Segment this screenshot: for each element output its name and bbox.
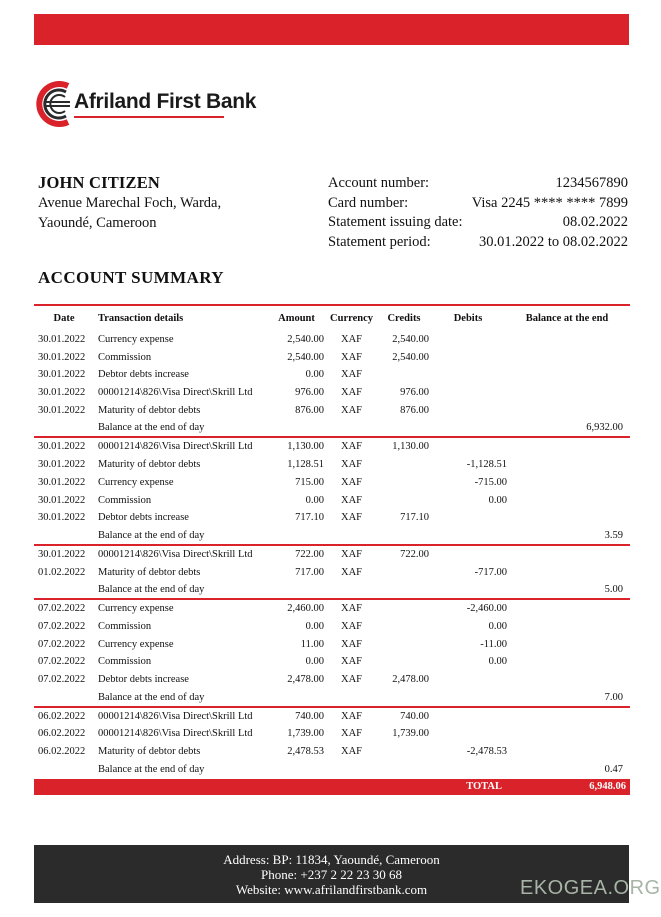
table-header bbox=[34, 306, 630, 331]
cell-amount: 876.00 bbox=[295, 404, 324, 416]
table-row bbox=[34, 653, 630, 671]
empty-cell bbox=[379, 761, 429, 778]
cell-currency: XAF bbox=[340, 351, 362, 363]
cell-currency: XAF bbox=[340, 603, 362, 615]
day-balance-row bbox=[34, 419, 630, 436]
cell-details: 00001214\826\Visa Direct\Skrill Ltd bbox=[98, 548, 253, 560]
table-row bbox=[34, 600, 630, 618]
cell-details: 00001214\826\Visa Direct\Skrill Ltd bbox=[98, 387, 253, 399]
cell-credits: 717.10 bbox=[400, 512, 429, 524]
issue-date-row bbox=[328, 213, 628, 233]
cell-date: 30.01.2022 bbox=[38, 334, 86, 345]
cell-amount: 0.00 bbox=[305, 369, 324, 381]
bank-logo bbox=[34, 80, 257, 128]
cell-balance bbox=[507, 349, 627, 367]
cell-date: 30.01.2022 bbox=[38, 441, 86, 453]
day-balance-row bbox=[34, 581, 630, 598]
statement-period-row bbox=[328, 233, 628, 253]
cell-date: 30.01.2022 bbox=[38, 512, 86, 524]
cell-currency: XAF bbox=[340, 512, 362, 524]
total-row bbox=[34, 779, 630, 795]
cell-amount: 976.00 bbox=[295, 387, 324, 399]
day-balance-row bbox=[34, 761, 630, 778]
stylized-e-logo-icon bbox=[34, 80, 72, 128]
empty-cell bbox=[324, 581, 379, 598]
header-balance: Balance at the end bbox=[525, 313, 609, 324]
cell-details: Debtor debts increase bbox=[98, 369, 189, 381]
table-body bbox=[34, 331, 630, 778]
cell-currency: XAF bbox=[340, 334, 362, 345]
empty-cell bbox=[429, 689, 507, 706]
table-row bbox=[34, 349, 630, 367]
day-balance-value: 5.00 bbox=[604, 584, 623, 596]
cell-details: Maturity of debtor debts bbox=[98, 566, 201, 578]
day-balance-row bbox=[34, 689, 630, 706]
cell-currency: XAF bbox=[340, 620, 362, 632]
cell-credits bbox=[379, 653, 429, 671]
cell-date: 07.02.2022 bbox=[38, 656, 86, 668]
cell-date bbox=[34, 527, 94, 544]
empty-cell bbox=[429, 527, 507, 544]
table-row bbox=[34, 618, 630, 636]
cell-amount: 1,739.00 bbox=[287, 728, 324, 740]
empty-cell bbox=[324, 527, 379, 544]
cell-credits: 976.00 bbox=[400, 387, 429, 399]
issue-date-label: Statement issuing date: bbox=[328, 214, 463, 230]
summary-title: ACCOUNT SUMMARY bbox=[38, 268, 224, 287]
cell-credits: 1,130.00 bbox=[392, 441, 429, 453]
empty-cell bbox=[269, 527, 324, 544]
day-balance-value: 0.47 bbox=[604, 763, 623, 775]
cell-debits: -11.00 bbox=[480, 638, 507, 650]
cell-date: 30.01.2022 bbox=[38, 387, 86, 399]
cell-date: 30.01.2022 bbox=[38, 494, 86, 506]
empty-cell bbox=[324, 761, 379, 778]
table-row bbox=[34, 492, 630, 510]
cell-amount: 717.10 bbox=[295, 512, 324, 524]
cell-details: Commission bbox=[98, 656, 152, 668]
cell-date: 07.02.2022 bbox=[38, 620, 86, 632]
account-number-value: 1234567890 bbox=[555, 175, 628, 191]
cell-balance bbox=[507, 725, 627, 743]
empty-cell bbox=[429, 581, 507, 598]
cell-amount: 0.00 bbox=[305, 620, 324, 632]
cell-currency: XAF bbox=[340, 656, 362, 668]
day-balance-label: Balance at the end of day bbox=[98, 529, 205, 541]
cell-currency: XAF bbox=[340, 674, 362, 685]
cell-balance bbox=[507, 384, 627, 402]
cell-balance bbox=[507, 618, 627, 636]
cell-amount: 2,478.53 bbox=[287, 746, 324, 758]
cell-date: 07.02.2022 bbox=[38, 603, 86, 615]
cell-date: 01.02.2022 bbox=[38, 566, 86, 578]
cell-credits: 2,478.00 bbox=[392, 674, 429, 685]
cell-amount: 1,130.00 bbox=[287, 441, 324, 453]
cell-debits bbox=[429, 438, 507, 456]
cell-date: 30.01.2022 bbox=[38, 548, 86, 560]
cell-currency: XAF bbox=[340, 404, 362, 416]
table-row bbox=[34, 546, 630, 564]
cell-date: 07.02.2022 bbox=[38, 674, 86, 685]
cell-date: 07.02.2022 bbox=[38, 638, 86, 650]
cell-balance bbox=[507, 474, 627, 492]
cell-details: Maturity of debtor debts bbox=[98, 404, 201, 416]
empty-cell bbox=[429, 419, 507, 436]
statement-period-value: 30.01.2022 to 08.02.2022 bbox=[478, 233, 628, 250]
cell-details: Debtor debts increase bbox=[98, 674, 189, 685]
cell-currency: XAF bbox=[340, 476, 362, 488]
cell-debits bbox=[429, 402, 507, 420]
cell-details: 00001214\826\Visa Direct\Skrill Ltd bbox=[98, 710, 253, 722]
header-date: Date bbox=[53, 313, 75, 324]
cell-debits bbox=[429, 546, 507, 564]
header-currency: Currency bbox=[330, 313, 373, 324]
cell-debits: 0.00 bbox=[488, 656, 507, 668]
cell-details: Debtor debts increase bbox=[98, 512, 189, 524]
cell-debits: -2,460.00 bbox=[466, 603, 507, 615]
cell-credits: 2,540.00 bbox=[392, 334, 429, 345]
empty-cell bbox=[269, 761, 324, 778]
cell-debits bbox=[429, 509, 507, 527]
card-number-row bbox=[328, 194, 628, 214]
cell-balance bbox=[507, 600, 627, 618]
logo-underline bbox=[74, 116, 224, 118]
day-balance-row bbox=[34, 527, 630, 544]
table-row bbox=[34, 636, 630, 654]
cell-debits bbox=[429, 384, 507, 402]
total-value: 6,948.06 bbox=[589, 780, 626, 792]
cell-date: 06.02.2022 bbox=[38, 728, 86, 740]
footer-phone: Phone: +237 2 22 23 30 68 bbox=[261, 867, 402, 882]
cell-amount: 740.00 bbox=[295, 710, 324, 722]
cell-date: 06.02.2022 bbox=[38, 746, 86, 758]
cell-currency: XAF bbox=[340, 369, 362, 381]
cell-debits bbox=[429, 725, 507, 743]
cell-credits bbox=[379, 600, 429, 618]
cell-credits bbox=[379, 366, 429, 384]
cell-credits: 740.00 bbox=[400, 710, 429, 722]
statement-period-label: Statement period: bbox=[328, 233, 431, 250]
cell-balance bbox=[507, 366, 627, 384]
cell-amount: 715.00 bbox=[295, 476, 324, 488]
issue-date-value: 08.02.2022 bbox=[562, 214, 628, 230]
footer-address: Address: BP: 11834, Yaoundé, Cameroon bbox=[223, 852, 440, 867]
table-row bbox=[34, 708, 630, 726]
cell-amount: 2,460.00 bbox=[287, 603, 324, 615]
cell-debits: 0.00 bbox=[488, 494, 507, 506]
cell-credits: 876.00 bbox=[400, 404, 429, 416]
cell-date: 30.01.2022 bbox=[38, 404, 86, 416]
table-row bbox=[34, 564, 630, 582]
cell-date bbox=[34, 689, 94, 706]
empty-cell bbox=[269, 689, 324, 706]
day-balance-value: 6,932.00 bbox=[586, 422, 623, 434]
cell-credits bbox=[379, 618, 429, 636]
cell-currency: XAF bbox=[340, 710, 362, 722]
holder-name: JOHN CITIZEN bbox=[38, 173, 161, 192]
cell-amount: 2,540.00 bbox=[287, 351, 324, 363]
cell-credits bbox=[379, 636, 429, 654]
cell-balance bbox=[507, 564, 627, 582]
cell-debits bbox=[429, 671, 507, 689]
cell-currency: XAF bbox=[340, 638, 362, 650]
cell-amount: 2,540.00 bbox=[287, 334, 324, 345]
table-row bbox=[34, 366, 630, 384]
day-balance-label: Balance at the end of day bbox=[98, 422, 205, 434]
footer-website[interactable]: Website: www.afrilandfirstbank.com bbox=[235, 882, 428, 897]
account-holder bbox=[38, 173, 221, 233]
empty-cell bbox=[269, 419, 324, 436]
cell-credits: 1,739.00 bbox=[392, 728, 429, 740]
cell-debits: -1,128.51 bbox=[466, 459, 507, 471]
cell-date: 30.01.2022 bbox=[38, 459, 86, 471]
cell-currency: XAF bbox=[340, 728, 362, 740]
empty-cell bbox=[379, 581, 429, 598]
cell-currency: XAF bbox=[340, 387, 362, 399]
cell-balance bbox=[507, 509, 627, 527]
empty-cell bbox=[324, 689, 379, 706]
empty-cell bbox=[379, 527, 429, 544]
cell-credits: 722.00 bbox=[400, 548, 429, 560]
cell-details: Currency expense bbox=[98, 334, 174, 345]
empty-cell bbox=[429, 761, 507, 778]
table-row bbox=[34, 384, 630, 402]
cell-date bbox=[34, 419, 94, 436]
header-credits: Credits bbox=[387, 313, 421, 324]
cell-details: Currency expense bbox=[98, 476, 174, 488]
day-balance-label: Balance at the end of day bbox=[98, 691, 205, 703]
day-balance-label: Balance at the end of day bbox=[98, 763, 205, 775]
cell-currency: XAF bbox=[340, 459, 362, 471]
cell-details: Currency expense bbox=[98, 603, 174, 615]
cell-amount: 0.00 bbox=[305, 494, 324, 506]
card-number-value: Visa 2245 **** **** 7899 bbox=[471, 194, 628, 211]
cell-amount: 717.00 bbox=[295, 566, 324, 578]
cell-debits: -717.00 bbox=[474, 566, 507, 578]
cell-debits bbox=[429, 708, 507, 726]
cell-balance bbox=[507, 331, 627, 349]
cell-credits bbox=[379, 564, 429, 582]
transactions-table bbox=[34, 304, 630, 795]
cell-amount: 722.00 bbox=[295, 548, 324, 560]
cell-balance bbox=[507, 671, 627, 689]
table-row bbox=[34, 743, 630, 761]
table-row bbox=[34, 725, 630, 743]
holder-address-line2: Yaoundé, Cameroon bbox=[38, 214, 157, 231]
cell-debits bbox=[429, 331, 507, 349]
table-row bbox=[34, 456, 630, 474]
cell-amount: 1,128.51 bbox=[287, 459, 324, 471]
cell-details: Currency expense bbox=[98, 638, 174, 650]
table-row bbox=[34, 671, 630, 689]
day-balance-label: Balance at the end of day bbox=[98, 584, 205, 596]
table-row bbox=[34, 402, 630, 420]
cell-details: Commission bbox=[98, 494, 152, 506]
table-row bbox=[34, 438, 630, 456]
empty-cell bbox=[379, 419, 429, 436]
cell-date: 30.01.2022 bbox=[38, 476, 86, 488]
cell-currency: XAF bbox=[340, 746, 362, 758]
total-label: TOTAL bbox=[466, 780, 502, 792]
header-amount: Amount bbox=[278, 313, 315, 324]
cell-currency: XAF bbox=[340, 494, 362, 506]
cell-currency: XAF bbox=[340, 548, 362, 560]
cell-balance bbox=[507, 492, 627, 510]
cell-credits bbox=[379, 474, 429, 492]
cell-balance bbox=[507, 743, 627, 761]
table-row bbox=[34, 474, 630, 492]
cell-currency: XAF bbox=[340, 566, 362, 578]
header-details: Transaction details bbox=[98, 313, 184, 324]
cell-credits bbox=[379, 456, 429, 474]
table-row bbox=[34, 509, 630, 527]
top-banner bbox=[34, 14, 629, 45]
cell-debits: -2,478.53 bbox=[466, 746, 507, 758]
cell-details: 00001214\826\Visa Direct\Skrill Ltd bbox=[98, 728, 253, 740]
cell-details: Commission bbox=[98, 620, 152, 632]
cell-balance bbox=[507, 708, 627, 726]
day-balance-value: 3.59 bbox=[604, 529, 623, 541]
cell-balance bbox=[507, 438, 627, 456]
day-balance-value: 7.00 bbox=[604, 691, 623, 703]
cell-currency: XAF bbox=[340, 441, 362, 453]
cell-details: Maturity of debtor debts bbox=[98, 746, 201, 758]
cell-date bbox=[34, 581, 94, 598]
cell-date: 06.02.2022 bbox=[38, 710, 86, 722]
cell-amount: 0.00 bbox=[305, 656, 324, 668]
cell-date: 30.01.2022 bbox=[38, 351, 86, 363]
cell-date bbox=[34, 761, 94, 778]
cell-debits bbox=[429, 366, 507, 384]
empty-cell bbox=[379, 689, 429, 706]
watermark: EKOGEA.ORG bbox=[520, 877, 661, 899]
cell-balance bbox=[507, 653, 627, 671]
cell-balance bbox=[507, 402, 627, 420]
cell-balance bbox=[507, 456, 627, 474]
cell-debits: -715.00 bbox=[474, 476, 507, 488]
cell-details: Commission bbox=[98, 351, 152, 363]
account-info bbox=[328, 174, 628, 252]
table-row bbox=[34, 331, 630, 349]
cell-amount: 11.00 bbox=[300, 638, 324, 650]
cell-credits bbox=[379, 743, 429, 761]
bank-name: Afriland First Bank bbox=[74, 90, 257, 113]
cell-amount: 2,478.00 bbox=[287, 674, 324, 685]
cell-credits bbox=[379, 492, 429, 510]
account-number-row bbox=[328, 174, 628, 194]
empty-cell bbox=[269, 581, 324, 598]
header-debits: Debits bbox=[453, 313, 483, 324]
cell-debits bbox=[429, 349, 507, 367]
cell-debits: 0.00 bbox=[488, 620, 507, 632]
cell-date: 30.01.2022 bbox=[38, 369, 86, 381]
cell-details: 00001214\826\Visa Direct\Skrill Ltd bbox=[98, 441, 253, 453]
cell-credits: 2,540.00 bbox=[392, 351, 429, 363]
cell-balance bbox=[507, 636, 627, 654]
holder-address-line1: Avenue Marechal Foch, Warda, bbox=[38, 195, 222, 211]
cell-details: Maturity of debtor debts bbox=[98, 459, 201, 471]
account-number-label: Account number: bbox=[328, 175, 430, 191]
cell-balance bbox=[507, 546, 627, 564]
empty-cell bbox=[324, 419, 379, 436]
card-number-label: Card number: bbox=[328, 194, 409, 211]
